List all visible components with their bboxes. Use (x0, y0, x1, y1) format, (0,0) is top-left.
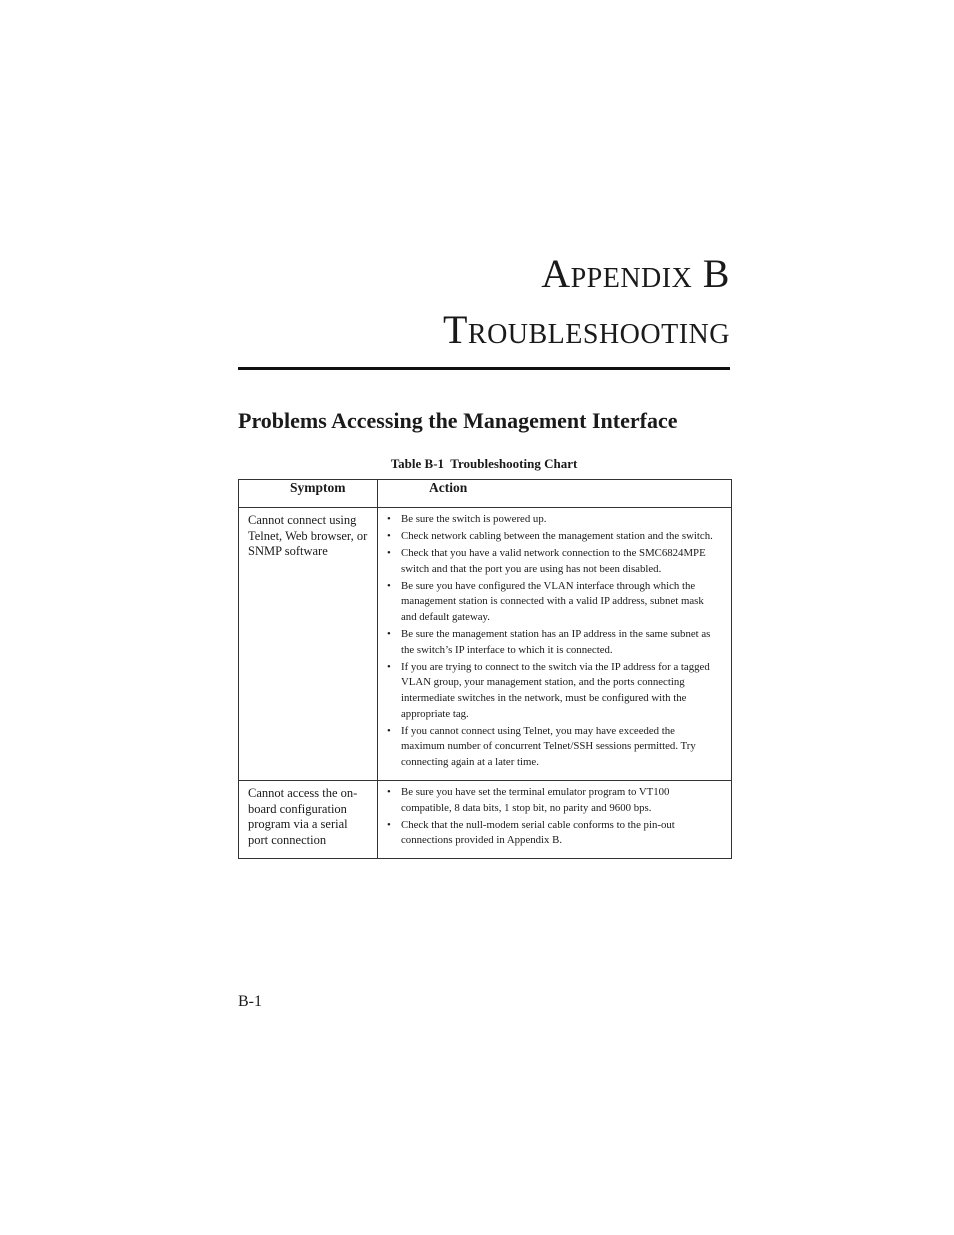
troubleshooting-table (238, 479, 732, 859)
action-item: • Check that the null-modem serial cable conforms to the pin-out connections provided in Appendix B. (386, 818, 721, 849)
column-header-action: Action (378, 480, 732, 508)
action-list (386, 785, 721, 849)
action-item: • Check that you have a valid network connection to the SMC6824MPE switch and that the port you are using has not been disabled. (386, 546, 721, 577)
action-item: • If you cannot connect using Telnet, you may have exceeded the maximum number of concurrent Telnet/SSH sessions permitted. Try connecting again at a later time. (386, 724, 721, 771)
table-row (239, 508, 732, 781)
action-cell (378, 781, 732, 859)
section-heading: Problems Accessing the Management Interface (238, 408, 678, 433)
table-caption: Table B-1 Troubleshooting Chart (390, 456, 578, 471)
page-number: B-1 (238, 993, 262, 1010)
action-item: • Be sure the switch is powered up. (386, 512, 721, 528)
action-item: • Be sure you have set the terminal emulator program to VT100 compatible, 8 data bits, 1 stop bit, no parity and 9600 bps. (386, 785, 721, 816)
action-item: • Be sure you have configured the VLAN interface through which the management station is connected with a valid IP address, subnet mask and default gateway. (386, 579, 721, 626)
table-header-row (239, 480, 732, 508)
action-item: • If you are trying to connect to the switch via the IP address for a tagged VLAN group, your management station, and the ports connecting intermediate switches in the network, must be configured with the appropriate tag. (386, 660, 721, 722)
action-item: • Check network cabling between the management station and the switch. (386, 529, 721, 545)
action-item: • Be sure the management station has an IP address in the same subnet as the switch’s IP interface to which it is connected. (386, 627, 721, 658)
appendix-title (443, 246, 730, 358)
column-header-symptom: Symptom (239, 480, 378, 508)
symptom-cell: Cannot connect using Telnet, Web browser, or SNMP software (239, 508, 378, 781)
appendix-label: Appendix B (541, 251, 730, 296)
symptom-cell: Cannot access the on-board configuration program via a serial port connection (239, 781, 378, 859)
action-list (386, 512, 721, 771)
action-cell (378, 508, 732, 781)
table-row (239, 781, 732, 859)
title-divider (238, 367, 730, 370)
chapter-title: Troubleshooting (442, 307, 730, 352)
